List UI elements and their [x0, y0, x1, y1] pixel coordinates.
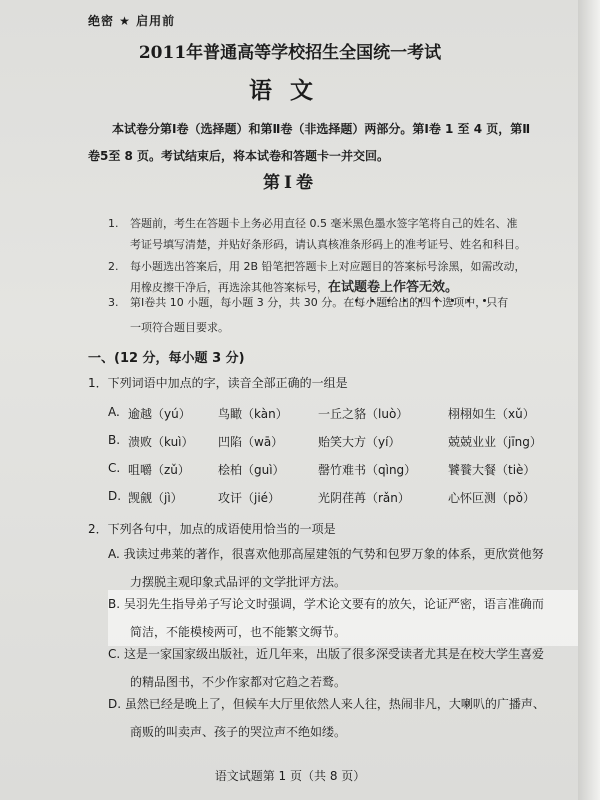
intro-line-2: 卷5至 8 页。考试结束后，将本试卷和答题卡一并交回。	[88, 149, 390, 163]
q1-word: 桧柏（guì）	[218, 463, 285, 477]
q1-word: 攻讦（jié）	[218, 491, 281, 505]
q1-word: 逾越（yú）	[128, 407, 191, 421]
notice-line: 考证号填写清楚，并贴好条形码，请认真核准条形码上的准考证号、姓名和科目。	[130, 238, 526, 251]
notice-number: 2.	[108, 260, 119, 273]
option-line: 力摆脱主观印象式品评的文学批评方法。	[130, 575, 347, 589]
option-line: 我读过弗莱的著作，很喜欢他那高屋建瓴的气势和包罗万象的体系，更欣赏他努	[123, 547, 544, 561]
notice-line: 一项符合题目要求。	[130, 321, 229, 334]
notice-line: 答题前，考生在答题卡上务必用直径 0.5 毫米黑色墨水签字笔将自己的姓名、准	[130, 217, 518, 230]
q2-option-b	[108, 590, 578, 646]
q1-word: 罄竹难书（qìng）	[318, 463, 417, 477]
option-line: 虽然已经是晚上了，但候车大厅里依然人来人往，热闹非凡，大喇叭的广播声、	[124, 697, 545, 711]
notice-number: 1.	[108, 217, 119, 230]
notice-line: 第Ⅰ卷共 10 小题，每小题 3 分，共 30 分。在每小题给出的四个选项中，只有	[130, 296, 509, 309]
q1-word: 贻笑大方（yí）	[318, 435, 401, 449]
section-heading: 一、(12 分，每小题 3 分)	[88, 351, 245, 366]
q1-word: 咀嚼（zǔ）	[128, 463, 190, 477]
q1-option-label: C.	[108, 461, 121, 475]
option-line: 简洁，不能模棱两可，也不能繁文缛节。	[130, 625, 347, 639]
exam-title: 2011年普通高等学校招生全国统一考试	[138, 43, 442, 63]
option-line: 吴羽先生指导弟子写论文时强调，学术论文要有的放矢，论证严密，语言准确而	[123, 597, 544, 611]
option-line: 的精品图书，不少作家都对它趋之若鹜。	[130, 675, 347, 689]
q1-option-label: B.	[108, 433, 121, 447]
volume-title: 第Ⅰ卷	[263, 173, 317, 193]
q1-word: 心怀叵测（pǒ）	[448, 491, 535, 505]
notice-line: 每小题选出答案后，用 2B 铅笔把答题卡上对应题目的答案标号涂黑，如需改动，	[130, 260, 526, 273]
q1-word: 兢兢业业（jīng）	[448, 435, 542, 449]
page-edge	[578, 0, 600, 800]
option-label: D.	[108, 697, 122, 711]
option-label: B.	[108, 597, 121, 611]
option-line: 这是一家国家级出版社，近几年来，出版了很多深受读者尤其是在校大学生喜爱	[124, 647, 545, 661]
notice-number: 3.	[108, 296, 119, 309]
q1-option-label: D.	[108, 489, 122, 503]
q1-word: 凹陷（wā）	[218, 435, 284, 449]
notice-item-1	[108, 213, 578, 255]
secret-label: 绝密 ★ 启用前	[88, 14, 176, 28]
q2-option-c	[108, 640, 578, 696]
option-label: C.	[108, 647, 121, 661]
q1-word: 一丘之貉（luò）	[318, 407, 409, 421]
q1-option-label: A.	[108, 405, 120, 419]
notice-text: 用橡皮擦干净后，再选涂其他答案标号，	[130, 281, 328, 294]
option-label: A.	[108, 547, 120, 561]
q2-option-d	[108, 690, 578, 746]
question-2-stem: 2．下列各句中，加点的成语使用恰当的一项是	[88, 522, 336, 536]
option-line: 商贩的叫卖声、孩子的哭泣声不绝如缕。	[130, 725, 347, 739]
exam-intro	[88, 116, 568, 170]
question-1-stem: 1．下列词语中加点的字，读音全部正确的一组是	[88, 376, 348, 390]
subject-title: 语文	[249, 77, 331, 104]
notice-item-3	[108, 290, 578, 340]
q1-word: 光阴荏苒（rǎn）	[318, 491, 410, 505]
q1-word: 饕餮大餐（tiè）	[448, 463, 536, 477]
notice-emphasis: 在试题卷上作答无效。	[328, 280, 459, 295]
page-footer: 语文试题第 1 页（共 8 页）	[214, 769, 366, 783]
q1-word: 栩栩如生（xǔ）	[448, 407, 535, 421]
q1-word: 觊觎（jì）	[128, 491, 183, 505]
intro-line-1: 本试卷分第Ⅰ卷（选择题）和第Ⅱ卷（非选择题）两部分。第Ⅰ卷 1 至 4 页，第Ⅱ	[112, 122, 531, 136]
q2-option-a	[108, 540, 578, 596]
q1-word: 溃败（kuì）	[128, 435, 194, 449]
q1-word: 鸟瞰（kàn）	[218, 407, 288, 421]
